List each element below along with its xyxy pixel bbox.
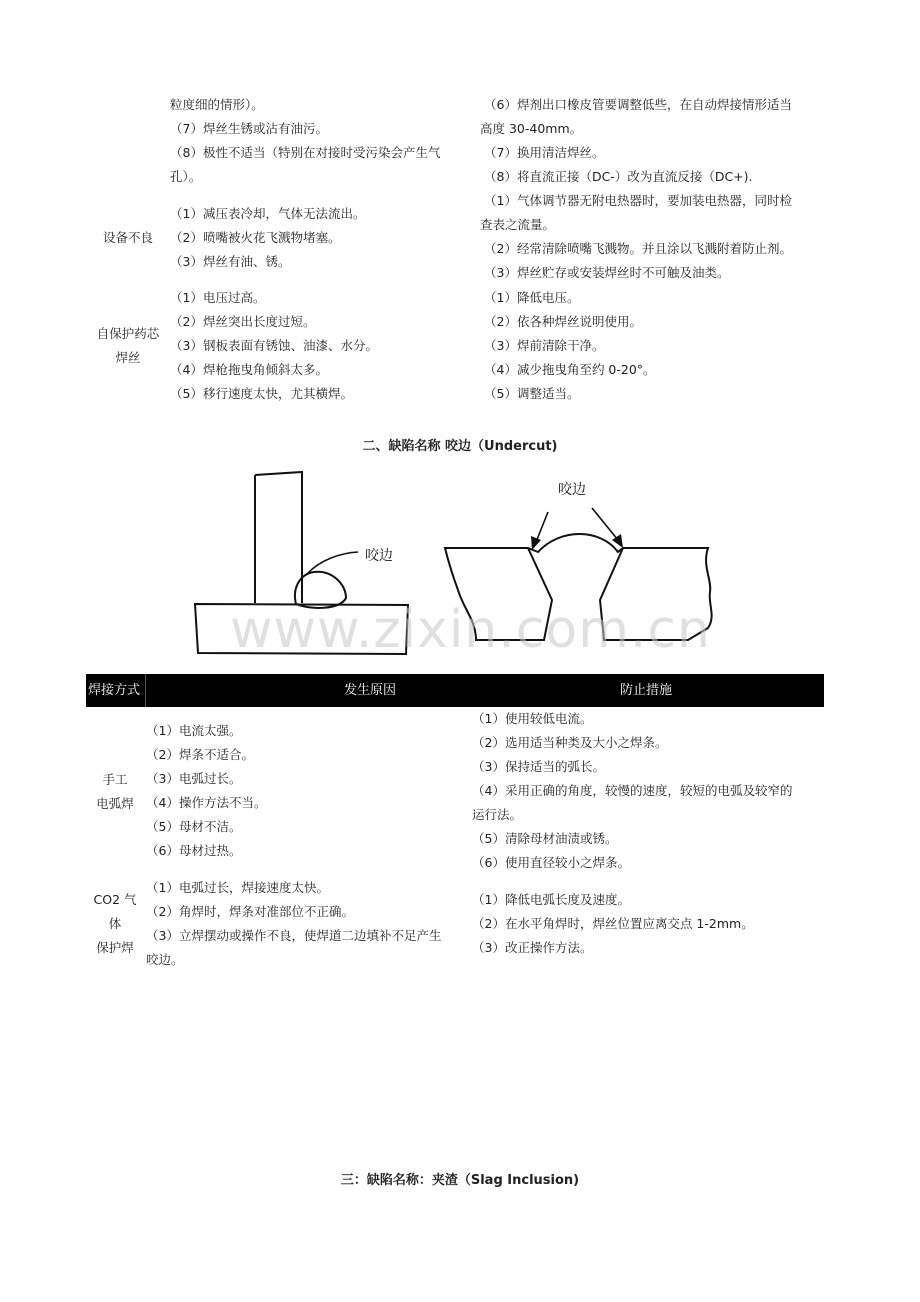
- cause-line: （1）电流太强。: [146, 723, 242, 738]
- remedy-line: （5）清除母材油渍或锈。: [472, 831, 618, 846]
- remedy-line: （4）减少拖曳角至约 0-20°。: [484, 362, 656, 377]
- remedy-line: （2）依各种焊丝说明使用。: [484, 314, 642, 329]
- remedy-line: 查表之流量。: [480, 217, 556, 232]
- cause-line: （7）焊丝生锈或沾有油污。: [170, 121, 328, 136]
- section-title-slag-inclusion: 三：缺陷名称：夹渣（Slag Inclusion): [340, 1173, 580, 1188]
- cause-line: （2）喷嘴被火花飞溅物堵塞。: [170, 230, 341, 245]
- cause-line: （1）电弧过长，焊接速度太快。: [146, 880, 329, 895]
- cause-line: 咬边。: [146, 952, 184, 967]
- cause-line: （2）角焊时，焊条对准部位不正确。: [146, 904, 354, 919]
- remedy-line: 运行法。: [472, 807, 523, 822]
- remedy-line: （6）使用直径较小之焊条。: [472, 855, 630, 870]
- remedy-line: （8）将直流正接（DC-）改为直流反接（DC+).: [484, 169, 753, 184]
- cause-line: （5）移行速度太快，尤其横焊。: [170, 386, 353, 401]
- method-label: 自保护药芯: [96, 326, 160, 341]
- remedy-line: （6）焊剂出口橡皮管要调整低些，在自动焊接情形适当: [484, 97, 792, 112]
- remedy-line: （3）焊丝贮存或安装焊丝时不可触及油类。: [484, 265, 730, 280]
- method-label: CO2 气: [93, 892, 137, 907]
- remedy-line: （4）采用正确的角度，较慢的速度，较短的电弧及较窄的: [472, 783, 793, 798]
- header-cause: 发生原因: [344, 683, 397, 698]
- header-remedy: 防止措施: [620, 683, 673, 698]
- cause-line: （1）减压表冷却，气体无法流出。: [170, 206, 366, 221]
- cause-line: （2）焊条不适合。: [146, 747, 254, 762]
- remedy-line: （7）换用清洁焊丝。: [484, 145, 605, 160]
- cause-line: （3）立焊摆动或操作不良，使焊道二边填补不足产生: [146, 928, 442, 943]
- remedy-line: （1）降低电压。: [484, 290, 580, 305]
- remedy-line: （3）改正操作方法。: [472, 940, 593, 955]
- remedy-line: （3）焊前清除干净。: [484, 338, 605, 353]
- header-divider: [145, 674, 146, 707]
- cause-line: （3）焊丝有油、锈。: [170, 254, 291, 269]
- cause-line: 孔）。: [170, 169, 202, 184]
- cause-line: （8）极性不适当（特别在对接时受污染会产生气: [170, 145, 441, 160]
- cause-line: （4）焊枪拖曳角倾斜太多。: [170, 362, 328, 377]
- remedy-line: （1）气体调节器无附电热器时，要加装电热器，同时检: [484, 193, 792, 208]
- remedy-line: （2）选用适当种类及大小之焊条。: [472, 735, 668, 750]
- remedy-line: （1）使用较低电流。: [472, 711, 593, 726]
- diagram-label: 咬边: [365, 548, 393, 564]
- diagram-label: 咬边: [558, 482, 586, 498]
- method-label: 焊丝: [115, 350, 141, 365]
- table-header: [86, 674, 824, 707]
- method-label: 保护焊: [96, 940, 134, 955]
- method-label: 体: [108, 916, 122, 931]
- cause-line: （6）母材过热。: [146, 843, 242, 858]
- method-label: 电弧焊: [96, 796, 134, 811]
- remedy-line: （2）经常清除喷嘴飞溅物。并且涂以飞溅附着防止剂。: [484, 241, 792, 256]
- cause-line: （5）母材不洁。: [146, 819, 242, 834]
- cause-line: （4）操作方法不当。: [146, 795, 267, 810]
- remedy-line: （5）调整适当。: [484, 386, 580, 401]
- cause-line: （3）钢板表面有锈蚀、油漆、水分。: [170, 338, 378, 353]
- remedy-line: 高度 30-40mm。: [480, 121, 583, 136]
- header-method: 焊接方式: [88, 683, 141, 698]
- remedy-line: （2）在水平角焊时，焊丝位置应离交点 1-2mm。: [472, 916, 754, 931]
- method-label: 手工: [102, 772, 128, 787]
- cause-line: （3）电弧过长。: [146, 771, 242, 786]
- remedy-line: （1）降低电弧长度及速度。: [472, 892, 630, 907]
- cause-line: 粒度细的情形）。: [170, 97, 264, 112]
- cause-line: （2）焊丝突出长度过短。: [170, 314, 316, 329]
- watermark: www.zixin.com.cn: [230, 600, 711, 660]
- remedy-line: （3）保持适当的弧长。: [472, 759, 605, 774]
- section-title-undercut: 二、缺陷名称 咬边（Undercut): [362, 439, 558, 454]
- cause-line: （1）电压过高。: [170, 290, 266, 305]
- method-label: 设备不良: [102, 230, 153, 245]
